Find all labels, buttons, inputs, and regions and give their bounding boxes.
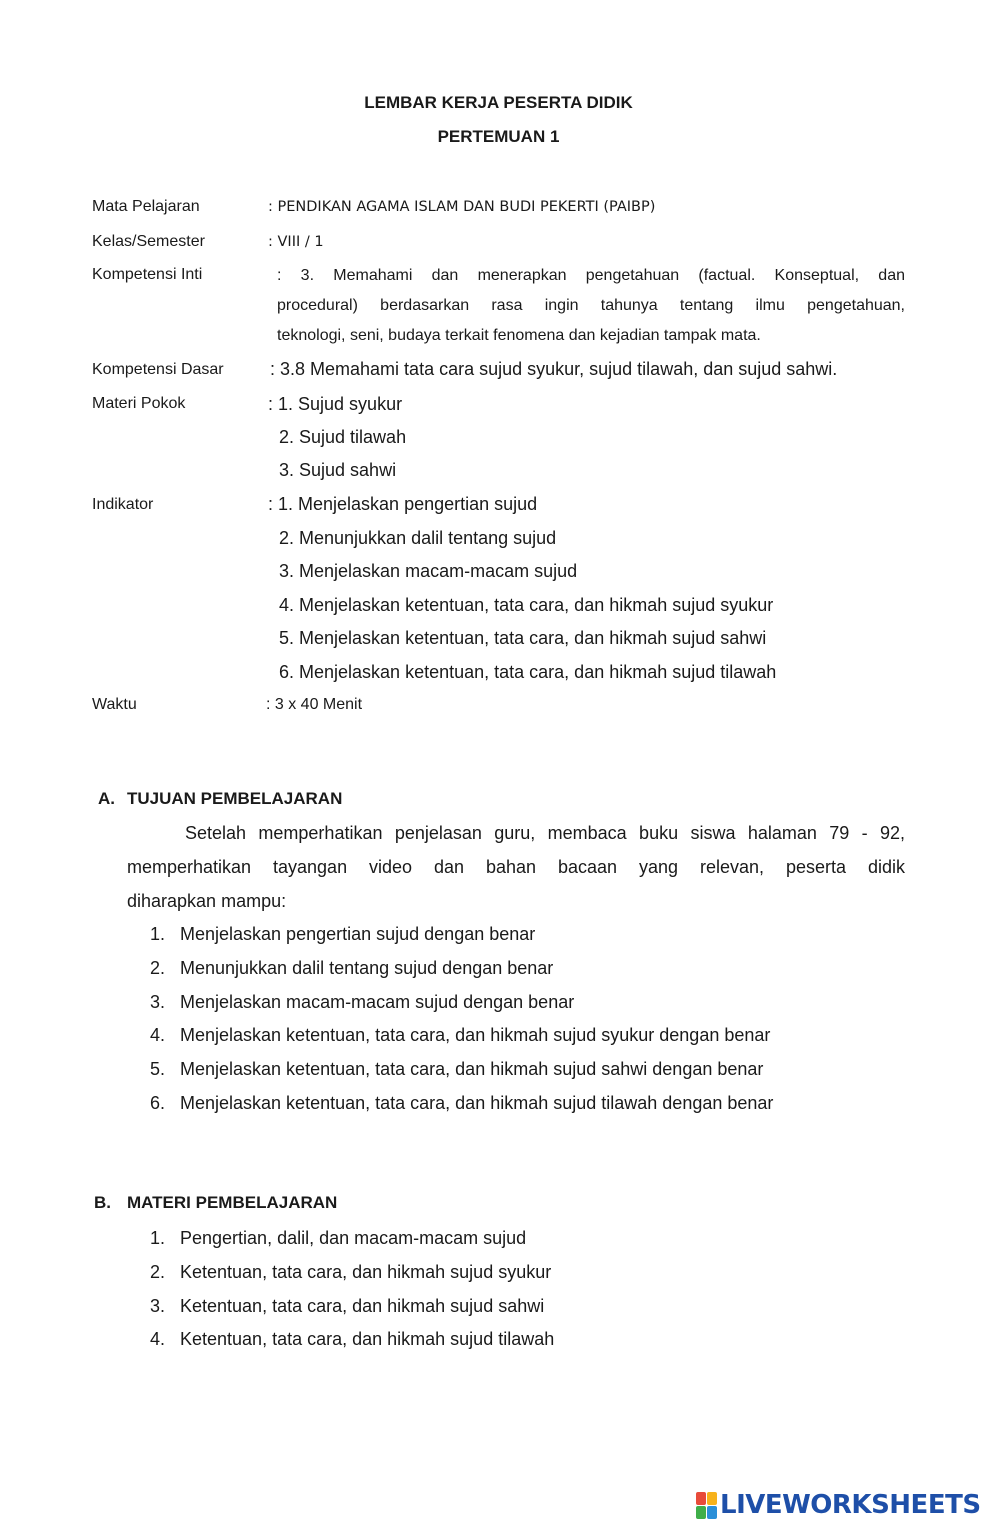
logo-tile [707, 1492, 717, 1505]
list-item [150, 1261, 554, 1295]
list-number: 3. [150, 991, 166, 1012]
section-b-heading: MATERI PEMBELAJARAN [127, 1193, 338, 1212]
list-number: 5. [150, 1059, 166, 1080]
section-b-marker: B. [94, 1193, 111, 1212]
list-text: Menjelaskan ketentuan, tata cara, dan hikmah sujud sahwi dengan benar [180, 1059, 764, 1080]
list-text: Menunjukkan dalil tentang sujud dengan benar [180, 957, 554, 978]
logo-tile [696, 1506, 706, 1519]
list-number: 3. [150, 1295, 166, 1316]
list-text: Menjelaskan pengertian sujud dengan benar [180, 924, 536, 944]
intro-line: diharapkan mampu: [127, 891, 287, 911]
page-subtitle: PERTEMUAN 1 [437, 127, 560, 146]
ki-label: Kompetensi Inti [92, 266, 203, 283]
list-item [150, 1227, 554, 1261]
indikator-item: : 1. Menjelaskan pengertian sujud [268, 494, 538, 514]
list-number: 4. [150, 1025, 166, 1046]
ki-line: procedural) berdasarkan rasa ingin tahunya tentang ilmu pengetahuan, [277, 297, 905, 314]
indikator-item: 2. Menunjukkan dalil tentang sujud [279, 528, 557, 548]
ki-text [277, 265, 905, 355]
list-number: 2. [150, 1261, 166, 1282]
indikator-item: 3. Menjelaskan macam-macam sujud [279, 561, 578, 581]
list-number: 6. [150, 1092, 166, 1113]
list-item [150, 957, 773, 991]
materi-item: 2. Sujud tilawah [279, 427, 407, 447]
logo-tile [696, 1492, 706, 1505]
kelas-label: Kelas/Semester [92, 233, 205, 250]
list-item [150, 1295, 554, 1329]
tujuan-list [150, 923, 773, 1126]
mapel-label: Mata Pelajaran [92, 198, 200, 215]
section-a-intro [127, 822, 905, 924]
liveworksheets-logo-icon [696, 1492, 717, 1519]
intro-line: Setelah memperhatikan penjelasan guru, membaca buku siswa halaman 79 - 92, [185, 823, 905, 843]
indikator-item: 5. Menjelaskan ketentuan, tata cara, dan hikmah sujud sahwi [279, 628, 767, 648]
ki-line: teknologi, seni, budaya terkait fenomena dan kejadian tampak mata. [277, 327, 761, 344]
section-a-heading: TUJUAN PEMBELAJARAN [127, 789, 343, 808]
list-item [150, 923, 773, 957]
logo-tile [707, 1506, 717, 1519]
kd-value: : 3.8 Memahami tata cara sujud syukur, sujud tilawah, dan sujud sahwi. [270, 359, 838, 379]
waktu-label: Waktu [92, 696, 137, 713]
waktu-value: : 3 x 40 Menit [266, 696, 363, 713]
materi-list [150, 1227, 554, 1362]
list-text: Ketentuan, tata cara, dan hikmah sujud syukur [180, 1261, 552, 1282]
list-text: Menjelaskan ketentuan, tata cara, dan hikmah sujud syukur dengan benar [180, 1025, 771, 1046]
list-item [150, 1092, 773, 1126]
list-number: 1. [150, 1228, 166, 1248]
list-item [150, 1024, 773, 1058]
list-text: Menjelaskan macam-macam sujud dengan benar [180, 991, 575, 1012]
liveworksheets-logo[interactable] [696, 1490, 981, 1520]
mapel-value: : PENDIKAN AGAMA ISLAM DAN BUDI PEKERTI (PAIBP) [268, 199, 656, 215]
list-item [150, 991, 773, 1025]
ki-line: : 3. Memahami dan menerapkan pengetahuan (factual. Konseptual, dan [277, 267, 905, 284]
list-text: Menjelaskan ketentuan, tata cara, dan hikmah sujud tilawah dengan benar [180, 1092, 774, 1113]
kd-label: Kompetensi Dasar [92, 361, 224, 378]
indikator-item: 4. Menjelaskan ketentuan, tata cara, dan hikmah sujud syukur [279, 595, 774, 615]
list-item [150, 1328, 554, 1362]
indikator-label: Indikator [92, 496, 154, 513]
list-number: 1. [150, 924, 166, 944]
list-item [150, 1058, 773, 1092]
list-number: 2. [150, 957, 166, 978]
list-text: Pengertian, dalil, dan macam-macam sujud [180, 1228, 527, 1248]
indikator-item: 6. Menjelaskan ketentuan, tata cara, dan hikmah sujud tilawah [279, 662, 777, 682]
list-number: 4. [150, 1329, 166, 1350]
page-title: LEMBAR KERJA PESERTA DIDIK [364, 93, 633, 112]
list-text: Ketentuan, tata cara, dan hikmah sujud tilawah [180, 1329, 555, 1350]
kelas-value: : VIII / 1 [268, 234, 324, 250]
list-text: Ketentuan, tata cara, dan hikmah sujud sahwi [180, 1295, 545, 1316]
materi-label: Materi Pokok [92, 395, 186, 412]
materi-item: 3. Sujud sahwi [279, 460, 397, 480]
section-a-marker: A. [98, 789, 115, 808]
intro-line: memperhatikan tayangan video dan bahan bacaan yang relevan, peserta didik [127, 857, 905, 877]
logo-text: LIVEWORKSHEETS [720, 1490, 981, 1520]
materi-item: : 1. Sujud syukur [268, 394, 403, 414]
